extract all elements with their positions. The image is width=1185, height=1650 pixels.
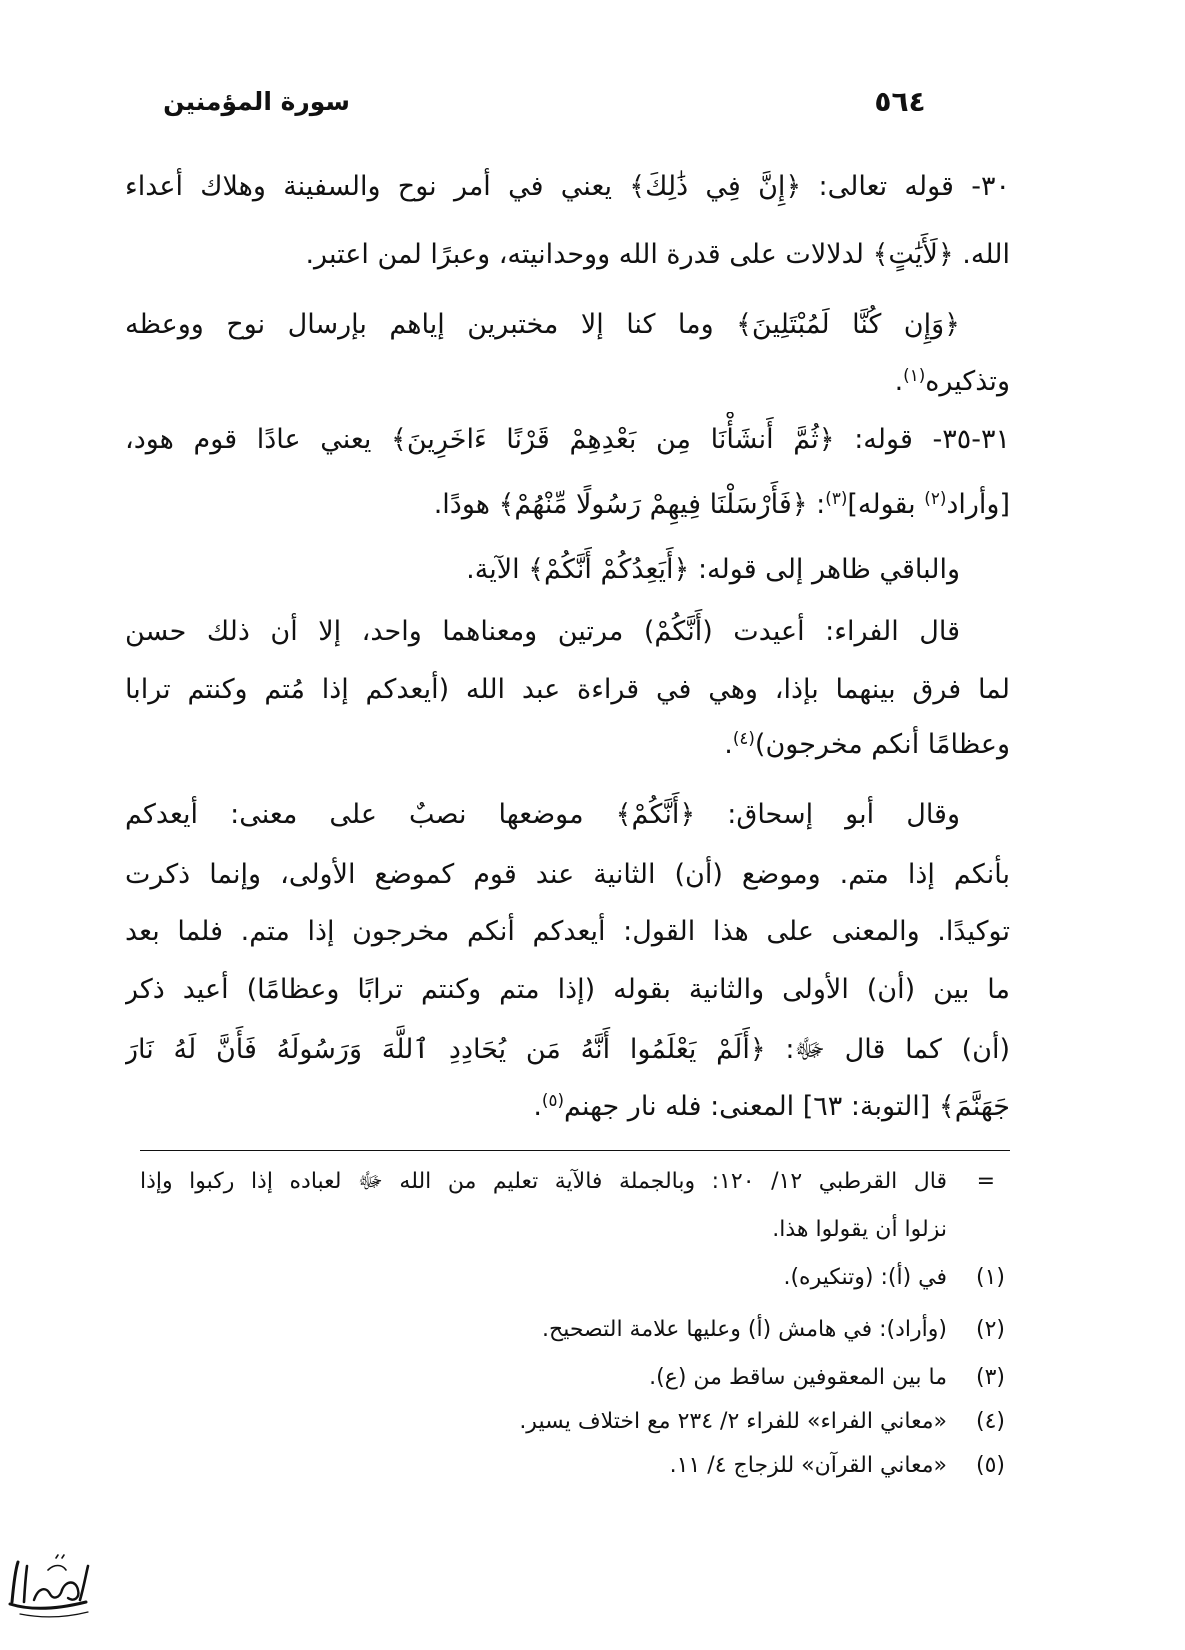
body-text: وعظامًا أنكم مخرجون) xyxy=(754,729,1010,760)
body-line: (أن) كما قال ﷻ: ﴿أَلَمْ يَعْلَمُوا أَنَّهُ مَن يُحَادِدِ ٱللَّهَ وَرَسُولَهُ فَأَنَّ لَهُ نَارَ xyxy=(125,1034,1010,1065)
body-text: . xyxy=(894,366,904,397)
footnote-reference: (٢) xyxy=(924,487,947,508)
footnote-reference: (٤) xyxy=(732,727,755,748)
body-text: . xyxy=(533,1091,542,1122)
footnote-number: (٢) xyxy=(975,1317,1005,1342)
body-line: والباقي ظاهر إلى قوله: ﴿أَيَعِدُكُمْ أَنَّكُمْ﴾ الآية. xyxy=(466,554,960,585)
footnote-reference: (٣) xyxy=(825,487,848,508)
footnote-reference: (٥) xyxy=(541,1089,564,1110)
body-line: ما بين (أن) الأولى والثانية بقوله (إذا متم وكنتم ترابًا وعظامًا) أعيد ذكر xyxy=(125,974,1010,1005)
body-line: ٣١-٣٥- قوله: ﴿ثُمَّ أَنشَأْنَا مِن بَعْدِهِمْ قَرْنًا ءَاخَرِينَ﴾ يعني عادًا قوم هود، xyxy=(125,424,1010,455)
body-text: بقوله] xyxy=(847,489,925,520)
body-line: وقال أبو إسحاق: ﴿أَنَّكُمْ﴾ موضعها نصبٌ على معنى: أيعدكم xyxy=(125,799,960,830)
footnote-line: نزلوا أن يقولوا هذا. xyxy=(772,1217,947,1242)
body-line: ٣٠- قوله تعالى: ﴿إِنَّ فِي ذَٰلِكَ﴾ يعني في أمر نوح والسفينة وهلاك أعداء xyxy=(125,171,1010,202)
footnote-text: «معاني القرآن» للزجاج ٤/ ١١. xyxy=(669,1453,947,1478)
publisher-logo xyxy=(4,1540,94,1620)
footnote-number: (١) xyxy=(975,1265,1005,1290)
footnote-line: قال القرطبي ١٢/ ١٢٠: وبالجملة فالآية تعليم من الله ﷻ لعباده إذا ركبوا وإذا xyxy=(140,1169,948,1194)
body-line: توكيدًا. والمعنى على هذا القول: أيعدكم أنكم مخرجون إذا متم. فلما بعد xyxy=(125,916,1010,947)
body-line xyxy=(125,354,1010,410)
body-text: جَهَنَّمَ﴾ [التوبة: ٦٣] المعنى: فله نار جهنم xyxy=(563,1091,1010,1122)
body-line xyxy=(125,1079,1010,1135)
footnote-number: (٥) xyxy=(975,1453,1005,1478)
running-header-surah-title: سورة المؤمنين xyxy=(163,87,350,116)
footnote-reference: (١) xyxy=(903,364,926,385)
body-line: الله. ﴿لَأَيَٰتٍ﴾ لدلالات على قدرة الله ووحدانيته، وعبرًا لمن اعتبر. xyxy=(305,239,1010,270)
footnote-text: (وأراد): في هامش (أ) وعليها علامة التصحيح. xyxy=(542,1317,947,1342)
body-line: ﴿وَإِن كُنَّا لَمُبْتَلِينَ﴾ وما كنا إلا مختبرين إياهم بإرسال نوح ووعظه xyxy=(125,309,960,340)
body-line: لما فرق بينهما بإذا، وهي في قراءة عبد الله (أيعدكم إذا مُتم وكنتم ترابا xyxy=(125,674,1010,705)
body-line: قال الفراء: أعيدت (أَنَّكُمْ) مرتين ومعناهما واحد، إلا أن ذلك حسن xyxy=(125,616,960,647)
body-text: [وأراد xyxy=(946,489,1010,520)
body-text: وتذكيره xyxy=(925,366,1010,397)
body-text: : ﴿فَأَرْسَلْنَا فِيهِمْ رَسُولًا مِّنْهُمْ﴾ هودًا. xyxy=(433,489,826,520)
footnote-number: (٣) xyxy=(975,1365,1005,1390)
footnote-text: ما بين المعقوفين ساقط من (ع). xyxy=(649,1365,947,1390)
body-line xyxy=(125,717,1010,773)
footnote-text: «معاني الفراء» للفراء ٢/ ٢٣٤ مع اختلاف يسير. xyxy=(519,1409,947,1434)
body-line xyxy=(125,477,1010,533)
footnote-separator xyxy=(140,1150,1010,1151)
body-text: . xyxy=(724,729,733,760)
footnote-number: (٤) xyxy=(975,1409,1005,1434)
footnote-text: في (أ): (وتنكيره). xyxy=(783,1265,947,1290)
page-number: ٥٦٤ xyxy=(874,85,926,118)
body-line: بأنكم إذا متم. وموضع (أن) الثانية عند قوم كموضع الأولى، وإنما ذكرت xyxy=(125,859,1010,890)
footnote-continuation-marker: = xyxy=(976,1169,995,1194)
